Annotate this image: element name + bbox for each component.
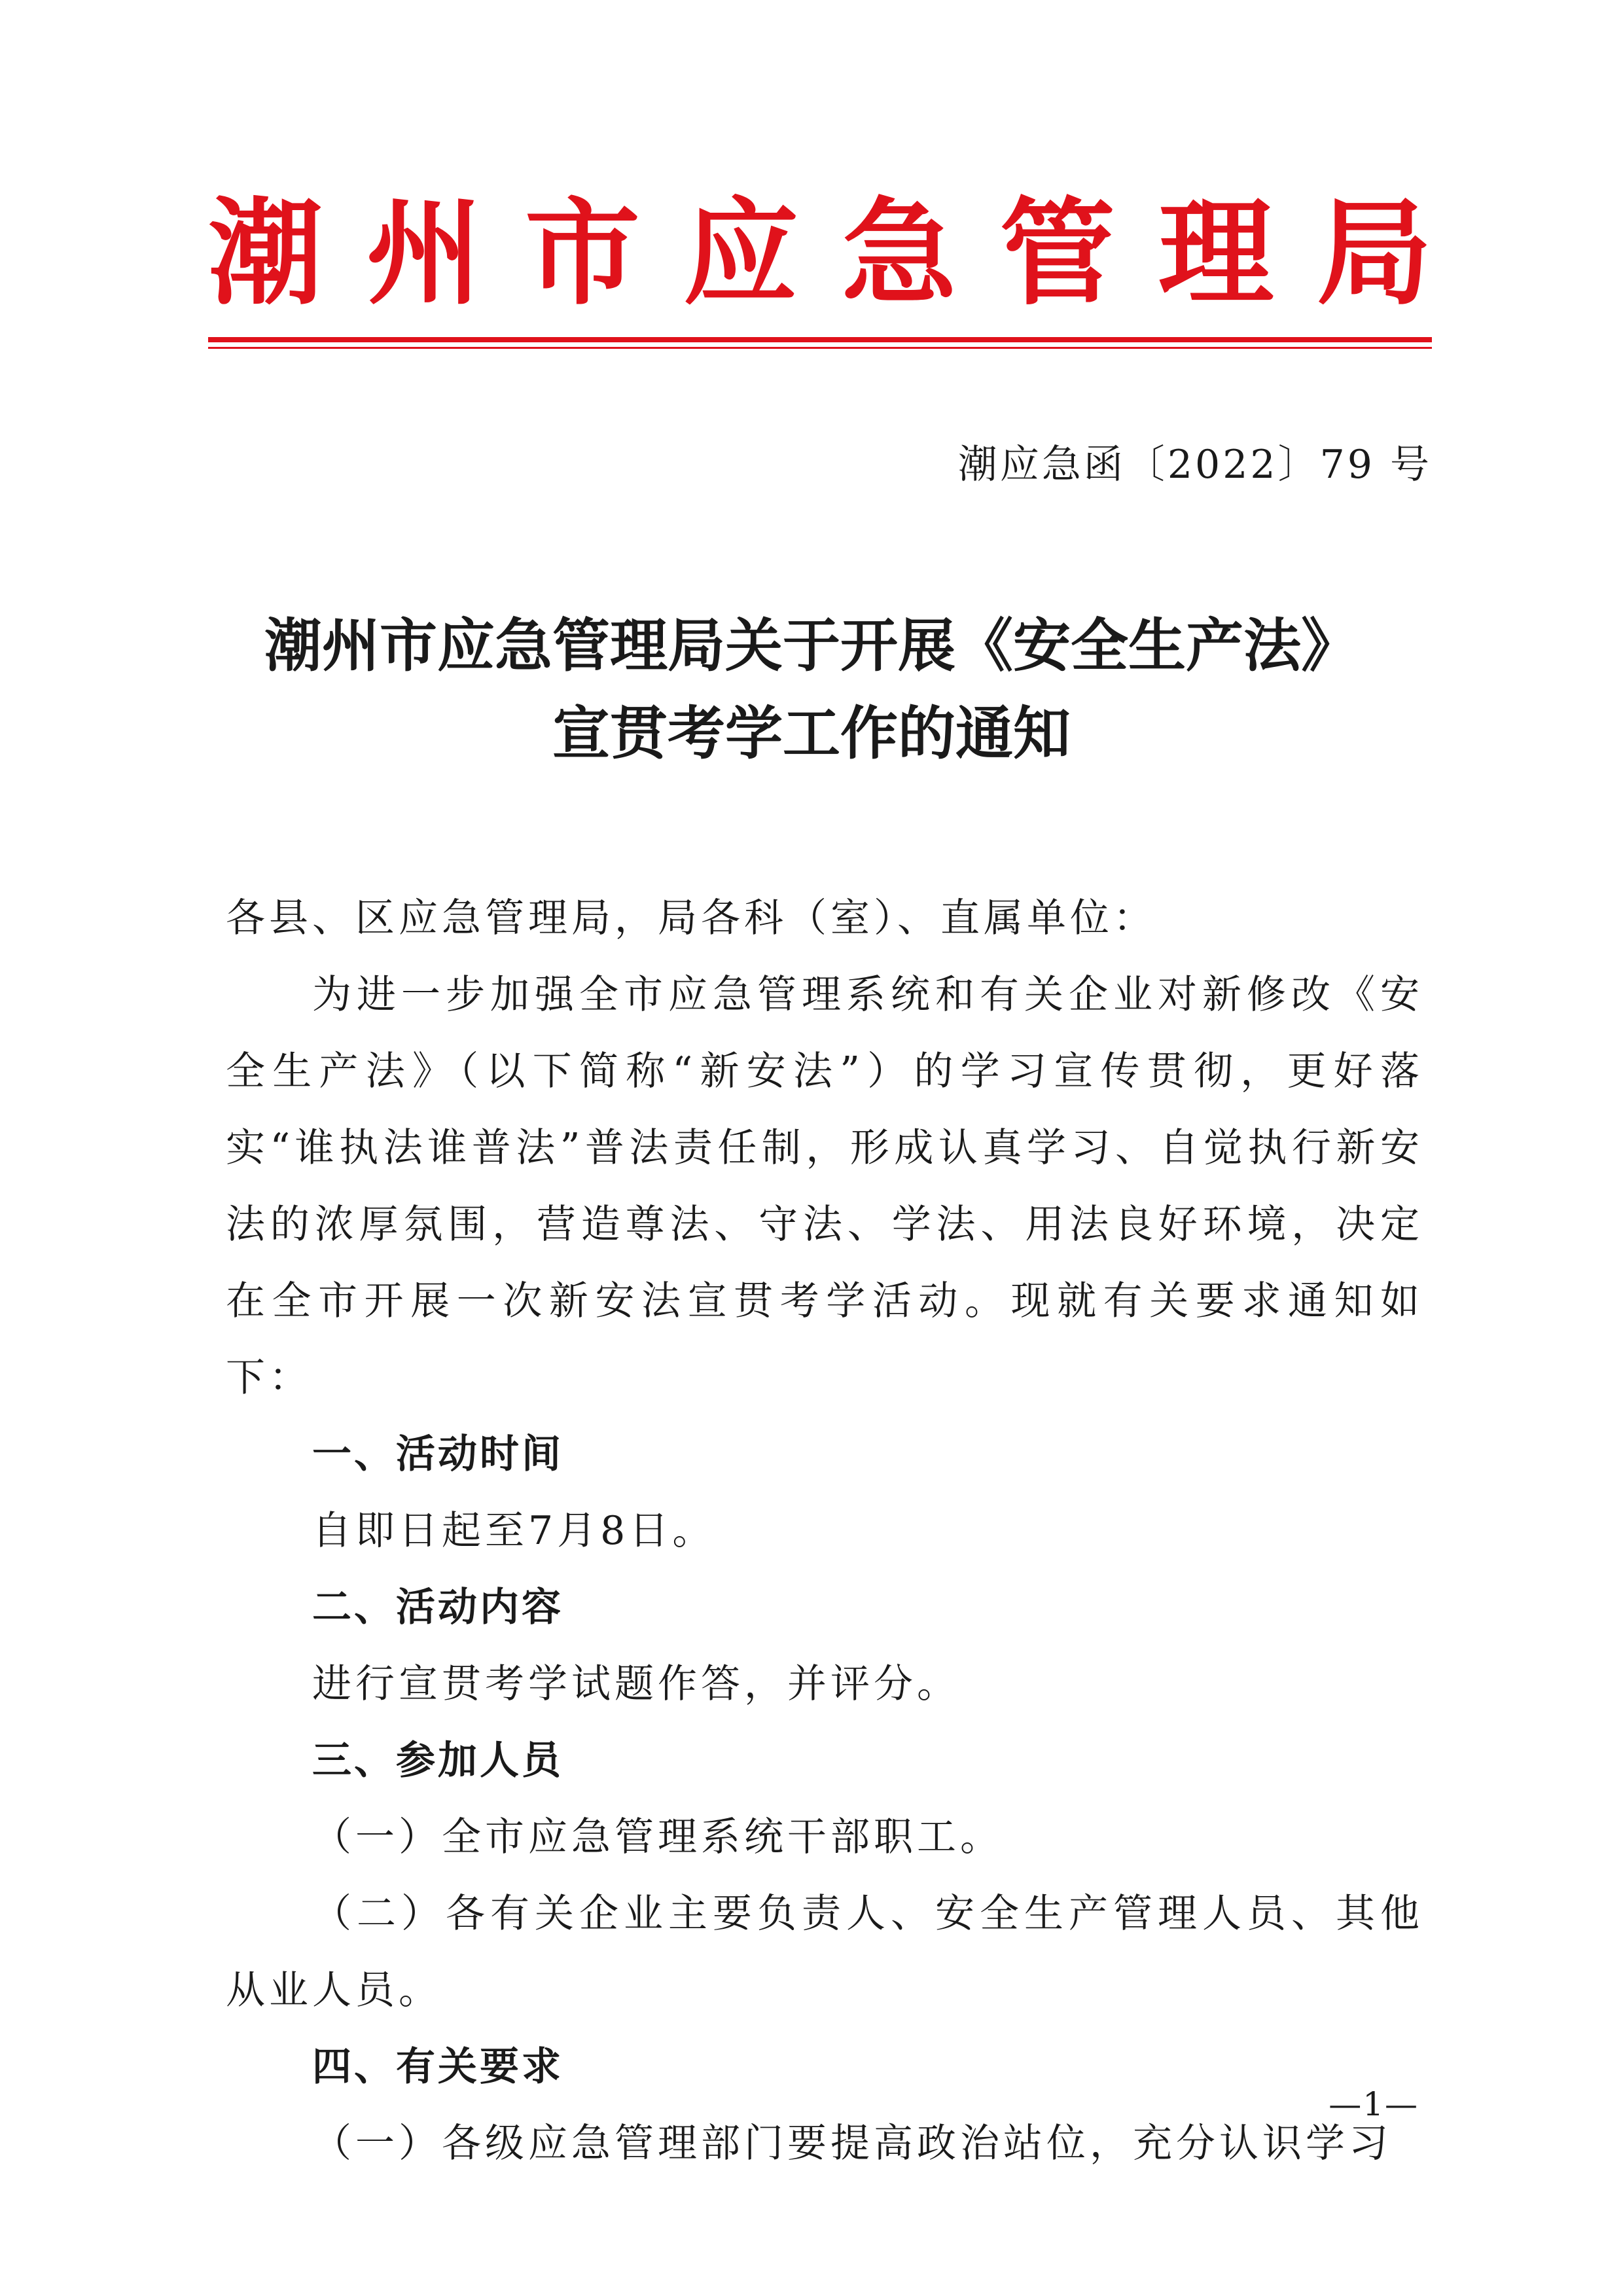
participants-item-1: （一）全市应急管理系统干部职工。: [312, 1814, 1003, 1860]
section-heading-time: 一、活动时间: [312, 1431, 563, 1477]
masthead-char: 市: [524, 187, 640, 321]
section-text-content: 进行宣贯考学试题作答，并评分。: [312, 1661, 960, 1707]
section-text-time: 自即日起至7月8日。: [312, 1508, 716, 1554]
section-heading-participants: 三、参加人员: [312, 1738, 563, 1784]
section-heading-content: 二、活动内容: [312, 1585, 563, 1630]
document-body: [226, 880, 1423, 2182]
title-line-2: 宣贯考学工作的通知: [552, 700, 1071, 767]
participants-item-2: （二）各有关企业主要负责人、安全生产管理人员、其他从业人员。: [226, 1891, 1423, 2013]
intro-paragraph: 为进一步加强全市应急管理系统和有关企业对新修改《安全生产法》（以下简称“新安法”）的学习宣传贯彻，更好落实“谁执法谁普法”普法责任制，形成认真学习、自觉执行新安法的浓厚氛围，营造尊法、守法、学法、用法良好环境，决定在全市开展一次新安法宣贯考学活动。现就有关要求通知如下：: [226, 972, 1423, 1401]
document-title: [196, 602, 1427, 778]
page-number: —1—: [1329, 2085, 1419, 2123]
section-heading-requirements: 四、有关要求: [312, 2044, 563, 2090]
title-line-1: 潮州市应急管理局关于开展《安全生产法》: [264, 612, 1359, 679]
masthead-char: 管: [999, 187, 1115, 321]
document-number: 潮应急函〔2022〕79 号: [957, 442, 1432, 488]
masthead-char: 潮: [208, 187, 324, 321]
salutation: 各县、区应急管理局，局各科（室）、直属单位：: [226, 895, 1156, 941]
masthead-char: 急: [841, 187, 957, 321]
requirements-item-1: （一）各级应急管理部门要提高政治站位，充分认识学习: [312, 2121, 1392, 2166]
masthead-divider-thick: [208, 337, 1432, 342]
masthead-char: 局: [1316, 187, 1432, 321]
masthead-char: 州: [366, 187, 482, 321]
masthead-title: [208, 175, 1432, 332]
masthead-char: 应: [683, 187, 798, 321]
masthead-divider-thin: [208, 347, 1432, 349]
masthead-char: 理: [1158, 187, 1274, 321]
